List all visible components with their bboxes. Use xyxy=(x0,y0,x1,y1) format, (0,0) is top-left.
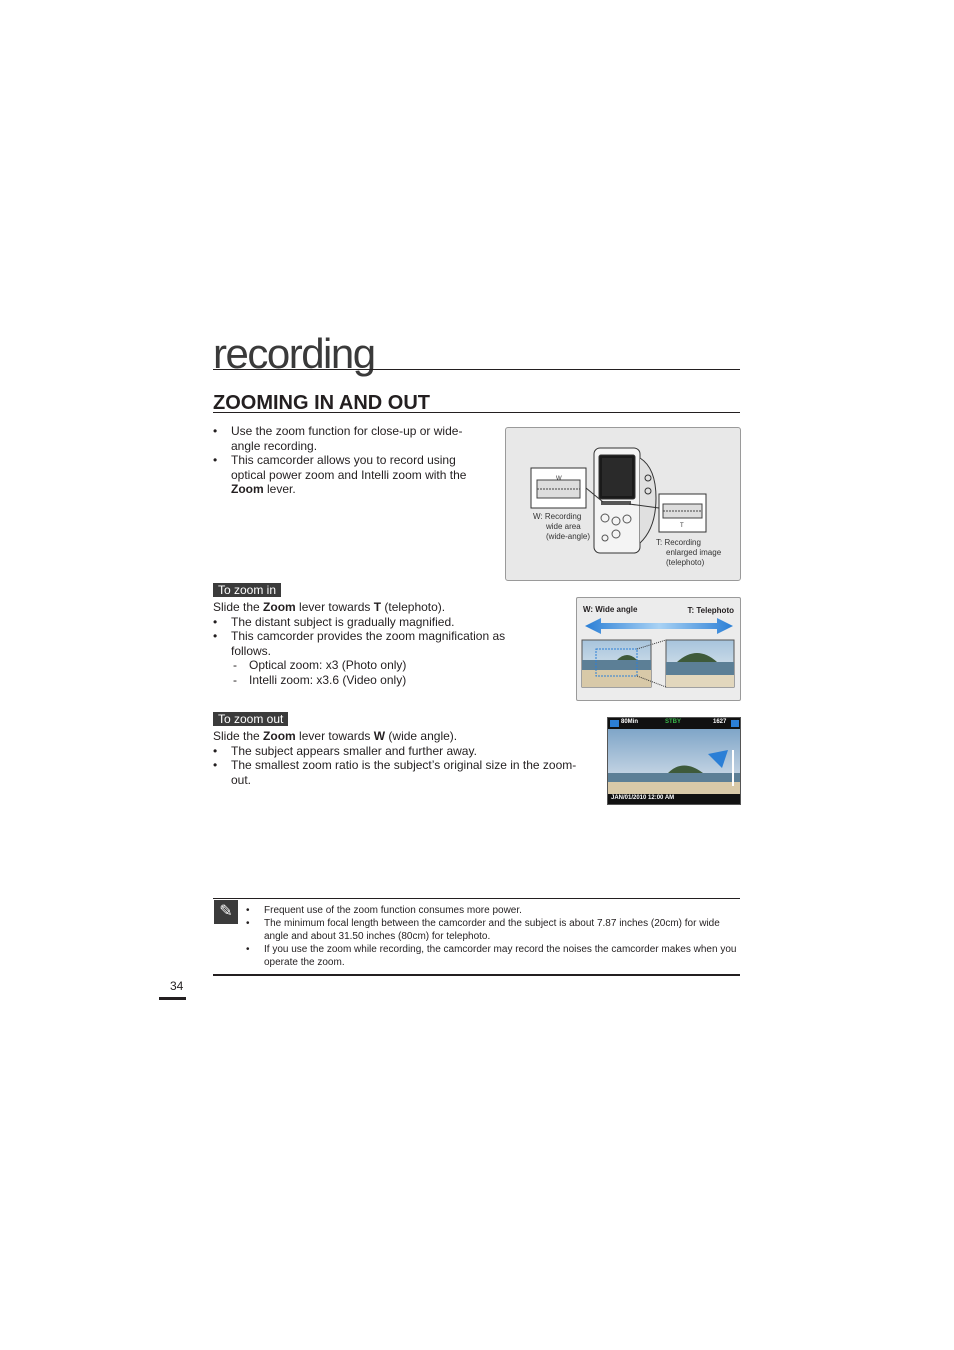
page-number-bar xyxy=(159,997,186,1000)
zoom-in-bullet: • This camcorder provides the zoom magnification as follows. - Optical zoom: x3 (Photo only) - Intelli zoom: x3.6 (Video only) xyxy=(213,629,528,687)
note-item: • If you use the zoom while recording, the camcorder may record the noises the camcorder makes when you operate the zoom. xyxy=(246,943,738,969)
camcorder-zoom-figure xyxy=(505,427,741,581)
lcd-screen xyxy=(607,717,741,805)
note-item: • The minimum focal length between the camcorder and the subject is about 7.87 inches (20cm) for wide angle and about 31.50 inches (80cm) for telephoto. xyxy=(246,917,738,943)
zoom-out-lead: Slide the Zoom lever towards W (wide angle). xyxy=(213,729,458,743)
intro-list xyxy=(213,424,488,497)
w-mark: W xyxy=(556,476,562,482)
zoom-out-bullet: • The smallest zoom ratio is the subject’s original size in the zoom-out. xyxy=(213,758,591,787)
wide-label: W: Wide angle xyxy=(583,605,638,614)
zoom-out-title: To zoom out xyxy=(213,712,288,726)
zoom-out-bullet: • The subject appears smaller and further away. xyxy=(213,744,591,759)
zoom-in-bullet: • The distant subject is gradually magnified. xyxy=(213,615,528,630)
lcd-count: 1627 xyxy=(713,719,727,725)
zoom-in-lead: Slide the Zoom lever towards T (telephoto). xyxy=(213,600,446,614)
zoom-magnification-list xyxy=(231,658,528,687)
heading-rule xyxy=(213,412,740,413)
t-mark: T xyxy=(680,523,684,529)
note-item: • Frequent use of the zoom function consumes more power. xyxy=(246,904,738,917)
note-rule-bottom xyxy=(213,974,740,976)
zoom-out-list xyxy=(213,744,591,788)
zoom-out-body xyxy=(213,729,591,787)
w-caption: W: Recording wide area (wide-angle) xyxy=(533,512,591,541)
intro-bullet: • Use the zoom function for close-up or wide-angle recording. xyxy=(213,424,488,453)
lcd-datetime: JAN/01/2010 12:00 AM xyxy=(611,795,675,801)
t-caption: T: Recording enlarged image (telephoto) xyxy=(656,538,722,567)
note-icon: ✎ xyxy=(214,900,238,924)
lcd-scene xyxy=(608,718,740,804)
section-title: recording xyxy=(213,330,375,377)
lcd-time-left: 80Min xyxy=(621,719,639,725)
tele-label: T: Telephoto xyxy=(687,606,734,615)
note-box xyxy=(246,904,738,969)
zoom-in-body xyxy=(213,600,553,688)
zoom-out-section xyxy=(213,710,288,728)
zoom-arrow-illustration xyxy=(577,598,740,700)
note-rule-top xyxy=(213,898,740,899)
wide-tele-figure xyxy=(576,597,741,701)
note-list xyxy=(246,904,738,969)
zoom-in-section xyxy=(213,581,281,599)
zoom-in-title: To zoom in xyxy=(213,583,281,597)
intelli-zoom-item: - Intelli zoom: x3.6 (Video only) xyxy=(231,673,528,688)
header-rule xyxy=(213,369,740,370)
optical-zoom-item: - Optical zoom: x3 (Photo only) xyxy=(231,658,528,673)
page-number: 34 xyxy=(170,979,184,993)
lcd-status: STBY xyxy=(665,719,682,725)
zoom-in-list xyxy=(213,615,528,688)
page-heading: ZOOMING IN AND OUT xyxy=(213,392,431,414)
intro-bullet: • This camcorder allows you to record using optical power zoom and Intelli zoom with the Zoom lever. xyxy=(213,453,488,497)
